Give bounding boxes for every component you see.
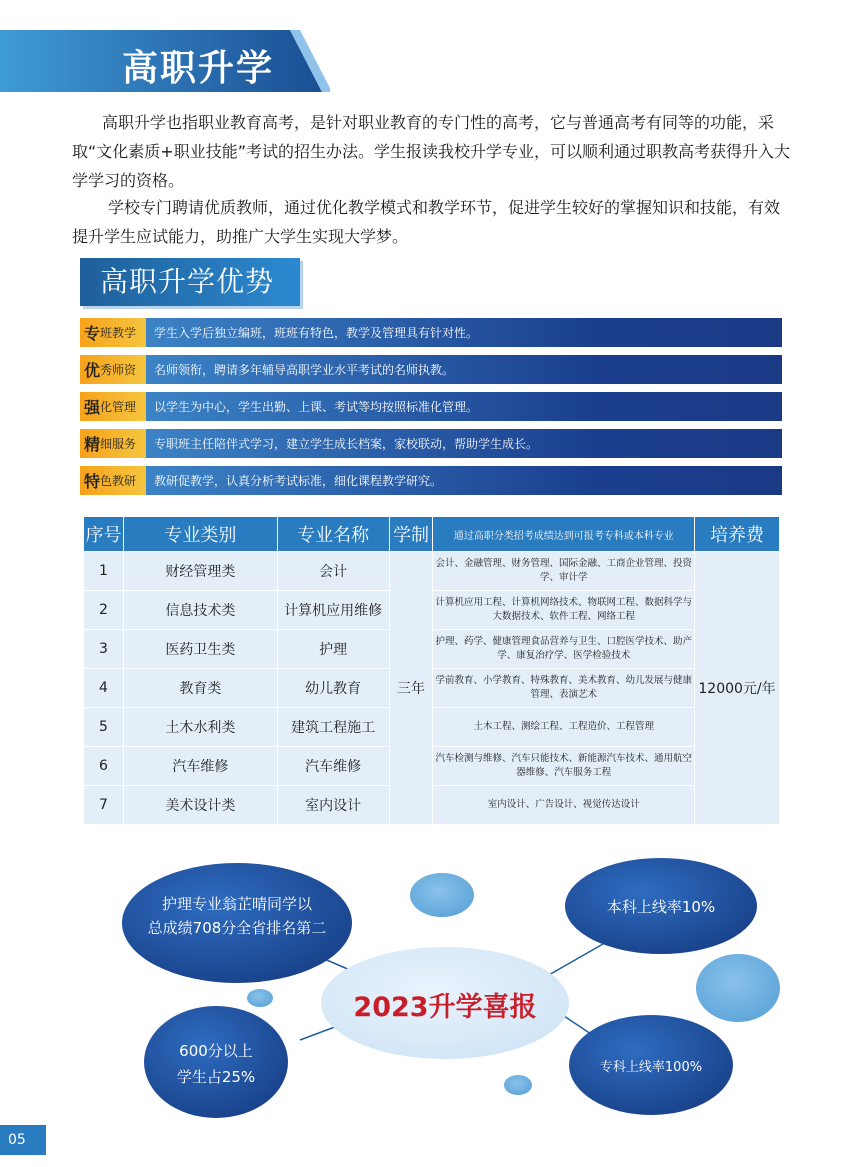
advantage-item [80,355,782,384]
cell-major: 护理 [277,630,389,669]
advantage-tag-first: 特 [84,472,101,491]
advantage-item [80,392,782,421]
top-left-line2: 总成绩708分全省排名第二 [147,919,327,937]
cell-no: 6 [84,747,124,786]
cell-options: 学前教育、小学教育、特殊教育、美术教育、幼儿发展与健康管理、表演艺术 [433,669,695,708]
bottom-left-line2: 学生占25% [176,1068,256,1086]
header-major: 专业名称 [277,517,389,552]
cell-major: 会计 [277,552,389,591]
achievements-diagram [0,840,860,1150]
advantage-tag [80,318,146,347]
cell-category: 汽车维修 [123,747,277,786]
deco-bubble [247,989,273,1007]
cell-options: 护理、药学、健康管理食品营养与卫生、口腔医学技术、助产学、康复治疗学、医学检验技术 [433,630,695,669]
cell-category: 教育类 [123,669,277,708]
advantage-desc: 学生入学后独立编班，班班有特色，教学及管理具有针对性。 [146,318,782,347]
advantage-item [80,466,782,495]
advantage-tag [80,355,146,384]
advantage-tag-rest: 细服务 [100,437,137,451]
advantages-title: 高职升学优势 [80,258,300,306]
advantage-tag-rest: 化管理 [100,400,137,414]
center-title: 2023升学喜报 [353,992,537,1023]
cell-category: 信息技术类 [123,591,277,630]
cell-no: 2 [84,591,124,630]
advantage-tag [80,392,146,421]
advantage-tag-first: 精 [84,435,101,454]
advantage-tag [80,466,146,495]
cell-no: 5 [84,708,124,747]
deco-bubble [410,873,474,917]
advantages-list [80,318,782,503]
advantage-tag-first: 优 [84,361,101,380]
cell-no: 3 [84,630,124,669]
top-right-text: 本科上线率10% [606,898,716,916]
cell-options: 会计、金融管理、财务管理、国际金融、工商企业管理、投资学、审计学 [433,552,695,591]
cell-options: 土木工程、测绘工程、工程造价、工程管理 [433,708,695,747]
deco-bubble [504,1075,532,1095]
cell-category: 土木水利类 [123,708,277,747]
advantage-desc: 教研促教学，认真分析考试标准，细化课程教学研究。 [146,466,782,495]
cell-major: 计算机应用维修 [277,591,389,630]
bottom-left-line1: 600分以上 [179,1042,253,1060]
cell-options: 计算机应用工程、计算机网络技术、物联网工程、数据科学与大数据技术、软件工程、网络工程 [433,591,695,630]
intro-paragraph-1: 高职升学也指职业教育高考，是针对职业教育的专门性的高考，它与普通高考有同等的功能，采取“文化素质+职业技能”考试的招生办法。学生报读我校升学专业，可以顺利通过职教高考获得升入大学学习的资格。 [72,113,790,190]
advantage-tag-rest: 班教学 [100,326,137,340]
header-options: 通过高职分类招考成绩达到可报考专科或本科专业 [433,517,695,552]
deco-bubble [696,954,780,1022]
cell-no: 7 [84,786,124,825]
cell-no: 1 [84,552,124,591]
advantage-tag-rest: 色教研 [100,474,137,488]
cell-category: 医药卫生类 [123,630,277,669]
cell-category: 美术设计类 [123,786,277,825]
majors-table [83,516,780,825]
header-fee: 培养费 [695,517,780,552]
advantage-item [80,429,782,458]
cell-major: 室内设计 [277,786,389,825]
cell-major: 汽车维修 [277,747,389,786]
advantage-desc: 名师领衔，聘请多年辅导高职学业水平考试的名师执教。 [146,355,782,384]
advantage-tag-rest: 秀师资 [100,363,137,377]
header-duration: 学制 [389,517,433,552]
bottom-right-text: 专科上线率100% [599,1060,703,1075]
intro-paragraph-2: 学校专门聘请优质教师，通过优化教学模式和教学环节，促进学生较好的掌握知识和技能，有效提升学生应试能力，助推广大学生实现大学梦。 [72,198,781,246]
advantage-tag [80,429,146,458]
page-number: 05 [0,1125,46,1155]
cell-major: 建筑工程施工 [277,708,389,747]
advantage-desc: 以学生为中心，学生出勤、上课、考试等均按照标准化管理。 [146,392,782,421]
cell-duration: 三年 [389,552,433,825]
advantage-desc: 专职班主任陪伴式学习，建立学生成长档案，家校联动，帮助学生成长。 [146,429,782,458]
advantage-tag-first: 强 [84,398,101,417]
advantage-tag-first: 专 [84,324,101,343]
page-title: 高职升学 [122,48,275,89]
advantage-item [80,318,782,347]
top-left-line1: 护理专业翁芷晴同学以 [161,895,312,913]
bottom-left-text [144,1038,288,1090]
header-no: 序号 [84,517,124,552]
cell-category: 财经管理类 [123,552,277,591]
header-category: 专业类别 [123,517,277,552]
cell-major: 幼儿教育 [277,669,389,708]
table-row [84,552,780,591]
cell-options: 汽车检测与维修、汽车只能技术、新能源汽车技术、通用航空器维修、汽车服务工程 [433,747,695,786]
cell-options: 室内设计、广告设计、视觉传达设计 [433,786,695,825]
cell-fee: 12000元/年 [695,552,780,825]
top-left-text [122,892,352,940]
cell-no: 4 [84,669,124,708]
